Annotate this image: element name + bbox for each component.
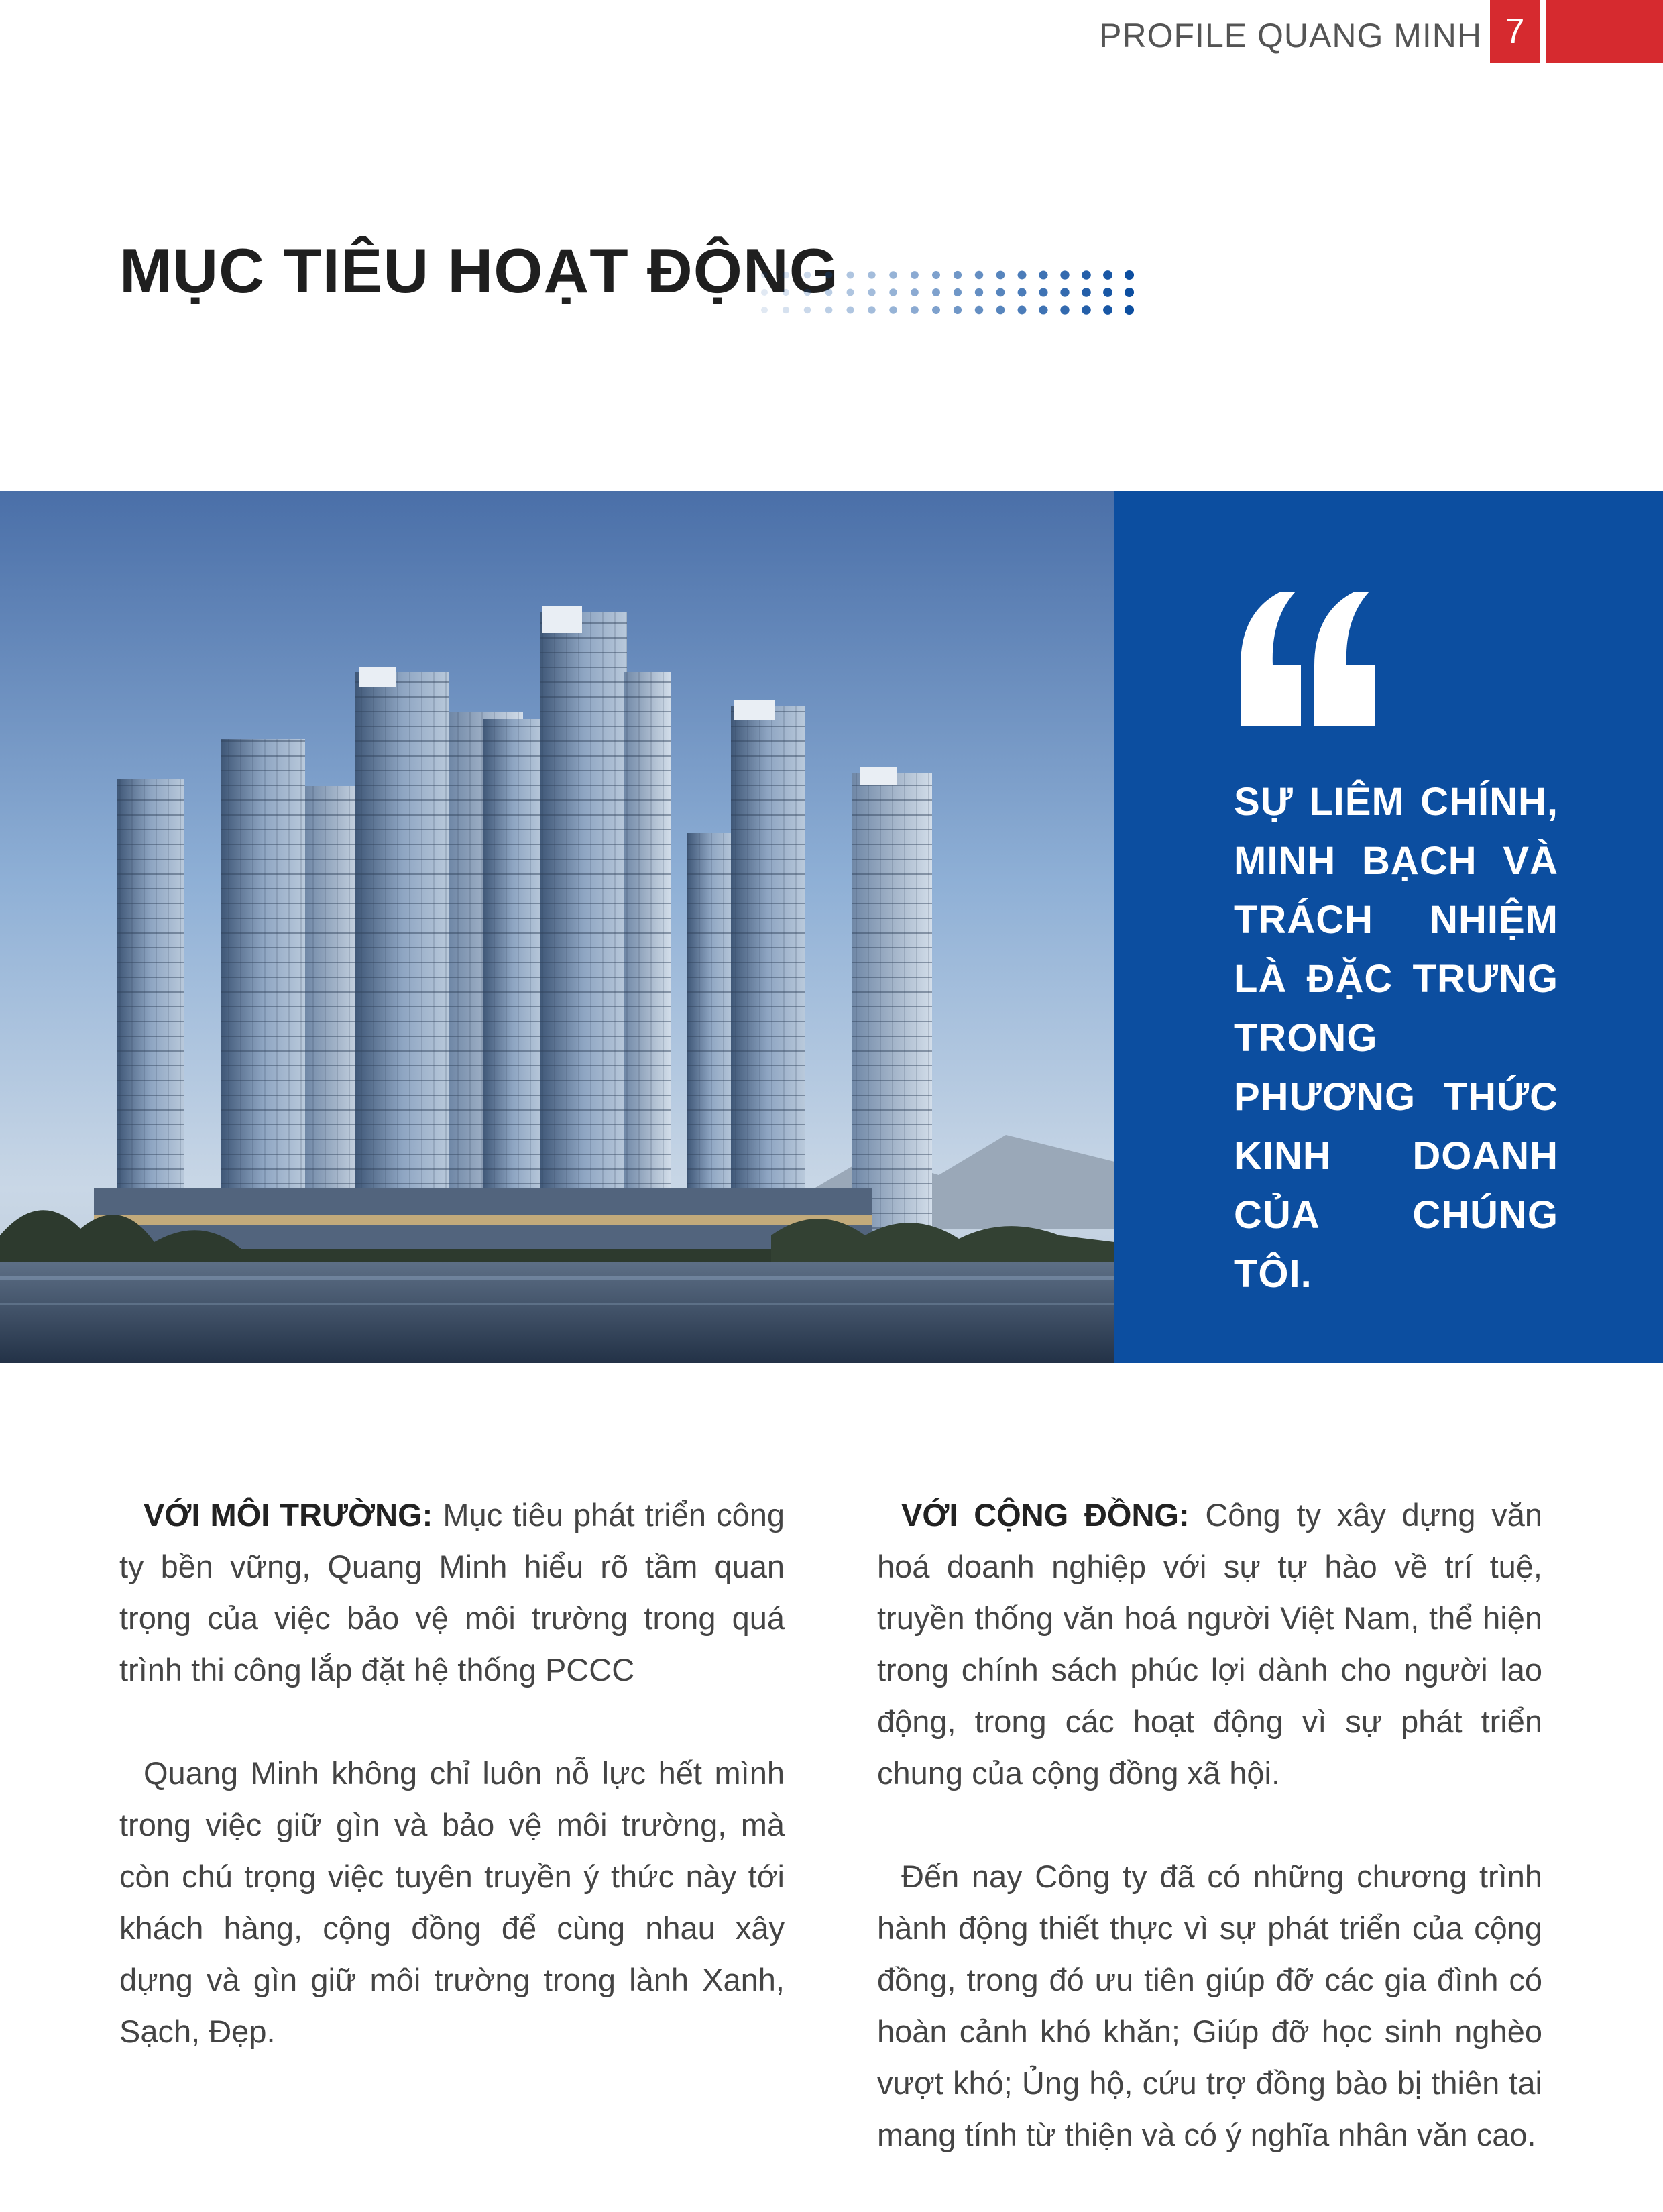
decorative-dot (1103, 288, 1112, 297)
decorative-dot (783, 307, 789, 313)
decorative-dot (868, 271, 875, 278)
decorative-dot (868, 306, 875, 313)
decorative-dot (932, 288, 940, 296)
decorative-dot (1060, 305, 1069, 314)
page-number: 7 (1490, 0, 1540, 63)
page-title: MỤC TIÊU HOẠT ĐỘNG (119, 235, 839, 306)
building-illustration (0, 491, 1114, 1363)
decorative-dot (1018, 306, 1027, 315)
decorative-dot (889, 306, 897, 313)
decorative-dot (975, 271, 983, 279)
decorative-dot (975, 288, 983, 296)
decorative-dot (847, 307, 854, 314)
environment-text: Mục tiêu phát triển công ty bền vững, Quang Minh hiểu rõ tầm quan trọng của việc bảo vệ môi trường trong quá trình thi công lắp đặt hệ thống PCCC (119, 1497, 785, 1688)
decorative-dot (932, 271, 940, 279)
decorative-dot (1125, 305, 1134, 315)
decorative-dot (825, 289, 833, 296)
decorative-dot (804, 289, 811, 296)
decorative-dot (1060, 270, 1069, 279)
decorative-dot (1082, 270, 1091, 280)
left-column (119, 1489, 785, 2109)
decorative-dot (1125, 270, 1134, 280)
quote-mark-icon (1234, 592, 1381, 726)
decorative-dot (1039, 305, 1047, 314)
header-title: PROFILE QUANG MINH (1099, 17, 1482, 54)
decorative-dot (783, 289, 789, 296)
decorative-dot (847, 272, 854, 279)
decorative-dot (804, 307, 811, 313)
decorative-dot (954, 288, 962, 296)
decorative-dot (911, 271, 919, 279)
decorative-dot (761, 289, 768, 296)
decorative-dot (996, 288, 1005, 297)
decorative-dot (889, 288, 897, 296)
community-heading: VỚI CỘNG ĐỒNG: (901, 1497, 1190, 1533)
decorative-dot (1103, 270, 1112, 280)
decorative-dot (954, 271, 962, 279)
header-accent-bar (1546, 0, 1663, 63)
decorative-dot (1039, 270, 1047, 279)
decorative-dot (932, 306, 940, 314)
community-paragraph (877, 1489, 1542, 1799)
environment-paragraph-2: Quang Minh không chỉ luôn nỗ lực hết mình trong việc giữ gìn và bảo vệ môi trường, mà còn chú trọng việc tuyên truyền ý thức này tới khách hàng, cộng đồng để cùng nhau xây dựng và gìn giữ môi trường trong lành Xanh, Sạch, Đẹp. (119, 1755, 785, 2049)
decorative-dot (825, 307, 833, 314)
decorative-dot-pattern (758, 268, 1147, 322)
decorative-dot (1125, 288, 1134, 297)
decorative-dot (1082, 288, 1091, 297)
decorative-dot (911, 288, 919, 296)
right-column (877, 1489, 1542, 2212)
environment-paragraph (119, 1489, 785, 1696)
decorative-dot (761, 272, 768, 278)
decorative-dot (1103, 305, 1112, 315)
decorative-dot (868, 288, 875, 296)
decorative-dot (1039, 288, 1047, 296)
community-text: Công ty xây dựng văn hoá doanh nghiệp với sự tự hào về trí tuệ, truyền thống văn hoá người Việt Nam, thể hiện trong chính sách phúc lợi dành cho người lao động, trong các hoạt động vì sự phát triển chung của cộng đồng xã hội. (877, 1497, 1542, 1791)
community-paragraph-2: Đến nay Công ty đã có những chương trình hành động thiết thực vì sự phát triển của cộng đồng, trong đó ưu tiên giúp đỡ các gia đình có hoàn cảnh khó khăn; Giúp đỡ học sinh nghèo vượt khó; Ủng hộ, cứu trợ đồng bào bị thiên tai mang tính từ thiện và có ý nghĩa nhân văn cao. (877, 1859, 1542, 2152)
quote-panel (1114, 491, 1663, 1363)
decorative-dot (783, 272, 789, 278)
decorative-dot (804, 272, 811, 278)
decorative-dot (1082, 305, 1091, 315)
decorative-dot (1018, 271, 1027, 280)
decorative-dot (954, 306, 962, 314)
decorative-dot (911, 306, 919, 314)
decorative-dot (761, 307, 768, 313)
decorative-dot (975, 306, 983, 314)
decorative-dot (1018, 288, 1027, 297)
decorative-dot (1060, 288, 1069, 296)
decorative-dot (996, 271, 1005, 280)
decorative-dot (996, 306, 1005, 315)
decorative-dot (889, 271, 897, 278)
quote-text: SỰ LIÊM CHÍNH, MINH BẠCH VÀ TRÁCH NHIỆM LÀ ĐẶC TRƯNG TRONG PHƯƠNG THỨC KINH DOANH CỦA CHÚNG TÔI. (1234, 780, 1558, 1296)
decorative-dot (825, 272, 833, 279)
environment-heading: VỚI MÔI TRƯỜNG: (144, 1497, 433, 1533)
decorative-dot (847, 289, 854, 296)
